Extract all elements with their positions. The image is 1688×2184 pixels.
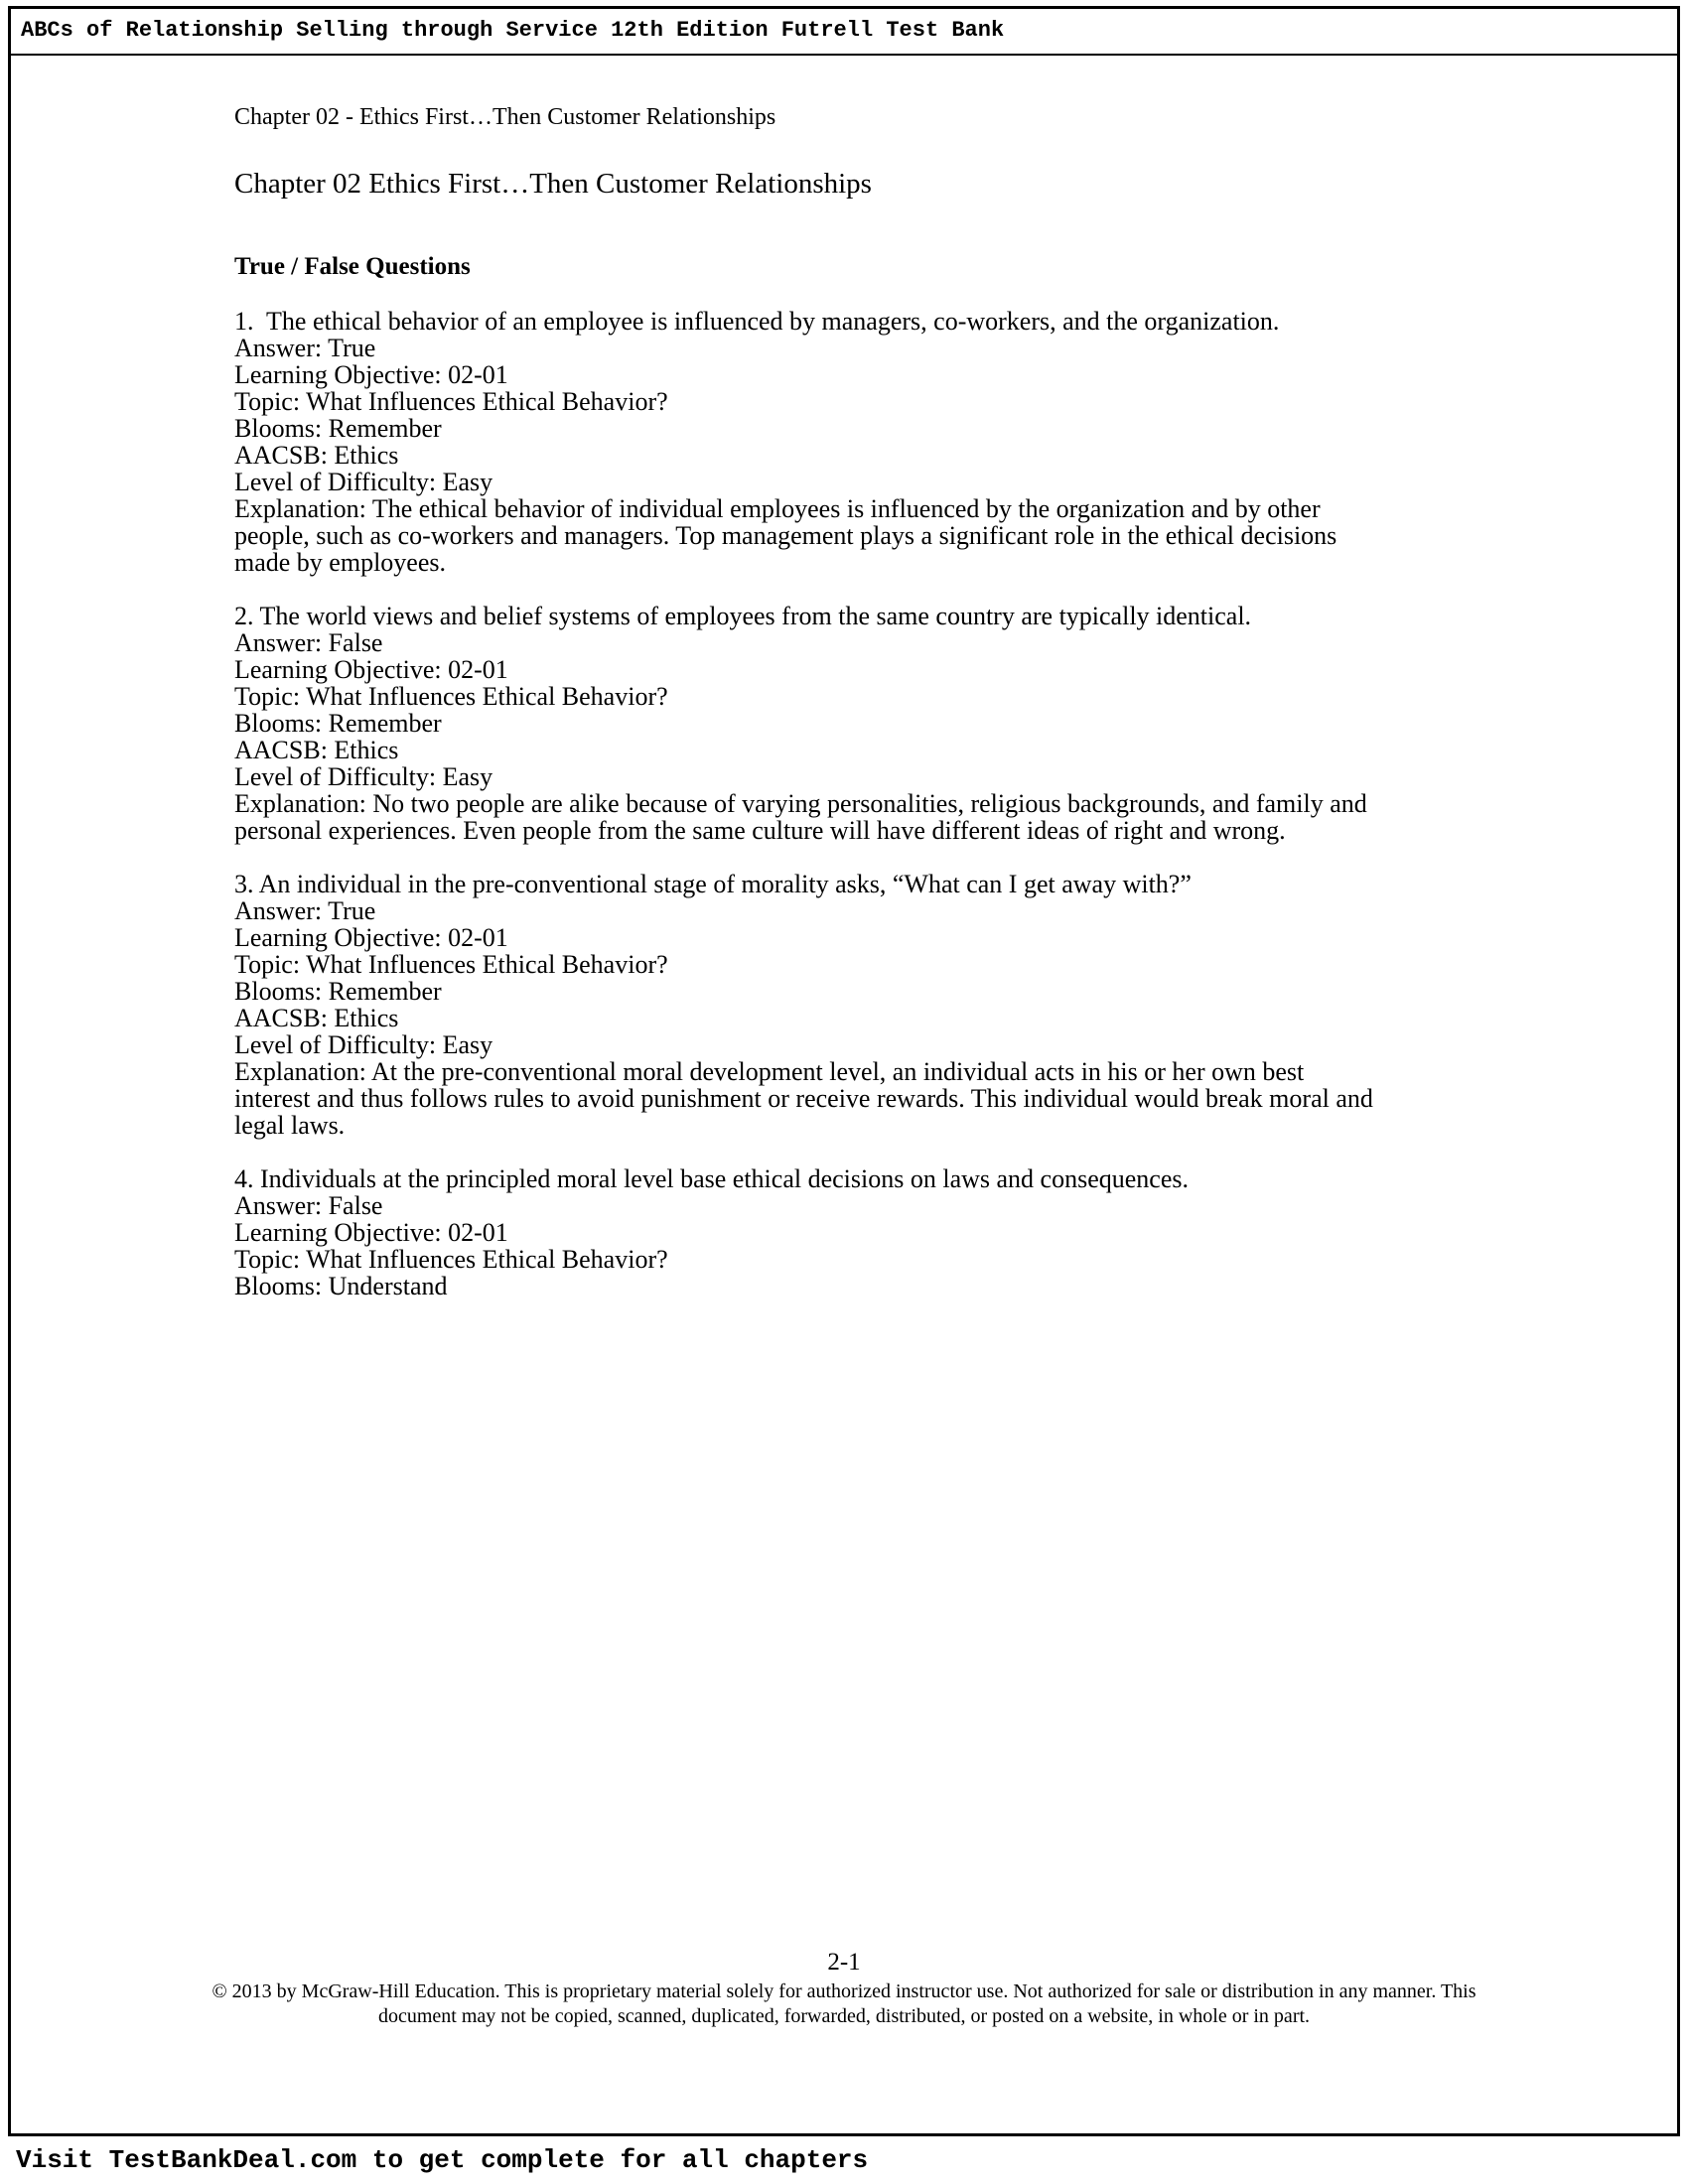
question-details: [234, 1192, 1386, 1299]
question-detail-line: AACSB: Ethics: [234, 441, 399, 470]
question-text: 4. Individuals at the principled moral level base ethical decisions on laws and consequences.: [234, 1164, 1189, 1193]
question-detail-line: Topic: What Influences Ethical Behavior?: [234, 1245, 668, 1274]
questions-list: [234, 308, 1386, 1299]
testbankdeal-link[interactable]: Visit TestBankDeal.com to get complete for all chapters: [16, 2145, 869, 2175]
question-block: [234, 603, 1386, 844]
question-text: 2. The world views and belief systems of employees from the same country are typically identical.: [234, 602, 1252, 630]
question-text: 1. The ethical behavior of an employee is influenced by managers, co-workers, and the organization.: [234, 307, 1280, 336]
section-heading: True / False Questions: [234, 253, 471, 280]
question-details: [234, 629, 1386, 844]
running-header: Chapter 02 - Ethics First…Then Customer Relationships: [234, 104, 776, 130]
question-detail-line: Learning Objective: 02-01: [234, 1218, 508, 1247]
question-block: [234, 871, 1386, 1139]
page-frame: [8, 6, 1680, 2136]
question-detail-line: Level of Difficulty: Easy: [234, 762, 493, 791]
document-content: [234, 103, 1386, 1299]
question-detail-line: Explanation: The ethical behavior of individual employees is influenced by the organization and by other people, such as co-workers and managers. Top management plays a significant role in the ethical decisions made by employees.: [234, 494, 1337, 577]
question-detail-line: Topic: What Influences Ethical Behavior?: [234, 682, 668, 711]
question-detail-line: Blooms: Remember: [234, 709, 442, 738]
question-text: 3. An individual in the pre-conventional stage of morality asks, “What can I get away with?”: [234, 870, 1192, 898]
question-detail-line: Blooms: Remember: [234, 977, 442, 1006]
testbank-top-banner: ABCs of Relationship Selling through Service 12th Edition Futrell Test Bank: [11, 9, 1677, 56]
question-block: [234, 308, 1386, 576]
question-detail-line: Answer: True: [234, 896, 376, 925]
question-detail-line: Blooms: Understand: [234, 1272, 448, 1300]
question-detail-line: Level of Difficulty: Easy: [234, 1030, 493, 1059]
question-detail-line: AACSB: Ethics: [234, 1004, 399, 1032]
question-detail-line: Answer: False: [234, 1191, 383, 1220]
page-number: 2-1: [827, 1949, 861, 1976]
question-detail-line: Learning Objective: 02-01: [234, 923, 508, 952]
question-detail-line: Learning Objective: 02-01: [234, 360, 508, 389]
chapter-title: Chapter 02 Ethics First…Then Customer Relationships: [234, 168, 872, 200]
page-footer: [11, 1948, 1677, 2029]
question-detail-line: Answer: True: [234, 334, 376, 362]
question-block: [234, 1165, 1386, 1299]
question-detail-line: Level of Difficulty: Easy: [234, 468, 493, 496]
question-detail-line: Learning Objective: 02-01: [234, 655, 508, 684]
question-detail-line: Answer: False: [234, 628, 383, 657]
question-detail-line: AACSB: Ethics: [234, 736, 399, 764]
question-detail-line: Blooms: Remember: [234, 414, 442, 443]
question-detail-line: Topic: What Influences Ethical Behavior?: [234, 387, 668, 416]
question-details: [234, 897, 1386, 1139]
question-details: [234, 335, 1386, 576]
question-detail-line: Explanation: At the pre-conventional moral development level, an individual acts in his or her own best interest and thus follows rules to avoid punishment or receive rewards. This individual would break moral and legal laws.: [234, 1057, 1373, 1140]
question-detail-line: Explanation: No two people are alike because of varying personalities, religious backgrounds, and family and personal experiences. Even people from the same culture will have different ideas of right and wrong.: [234, 789, 1367, 845]
copyright-notice: © 2013 by McGraw-Hill Education. This is proprietary material solely for authorized instructor use. Not authorized for sale or distribution in any manner. This document may not be copied, scanned, duplicated, forwarded, distributed, or posted on a website, in whole or in part.: [211, 1980, 1477, 2027]
question-detail-line: Topic: What Influences Ethical Behavior?: [234, 950, 668, 979]
